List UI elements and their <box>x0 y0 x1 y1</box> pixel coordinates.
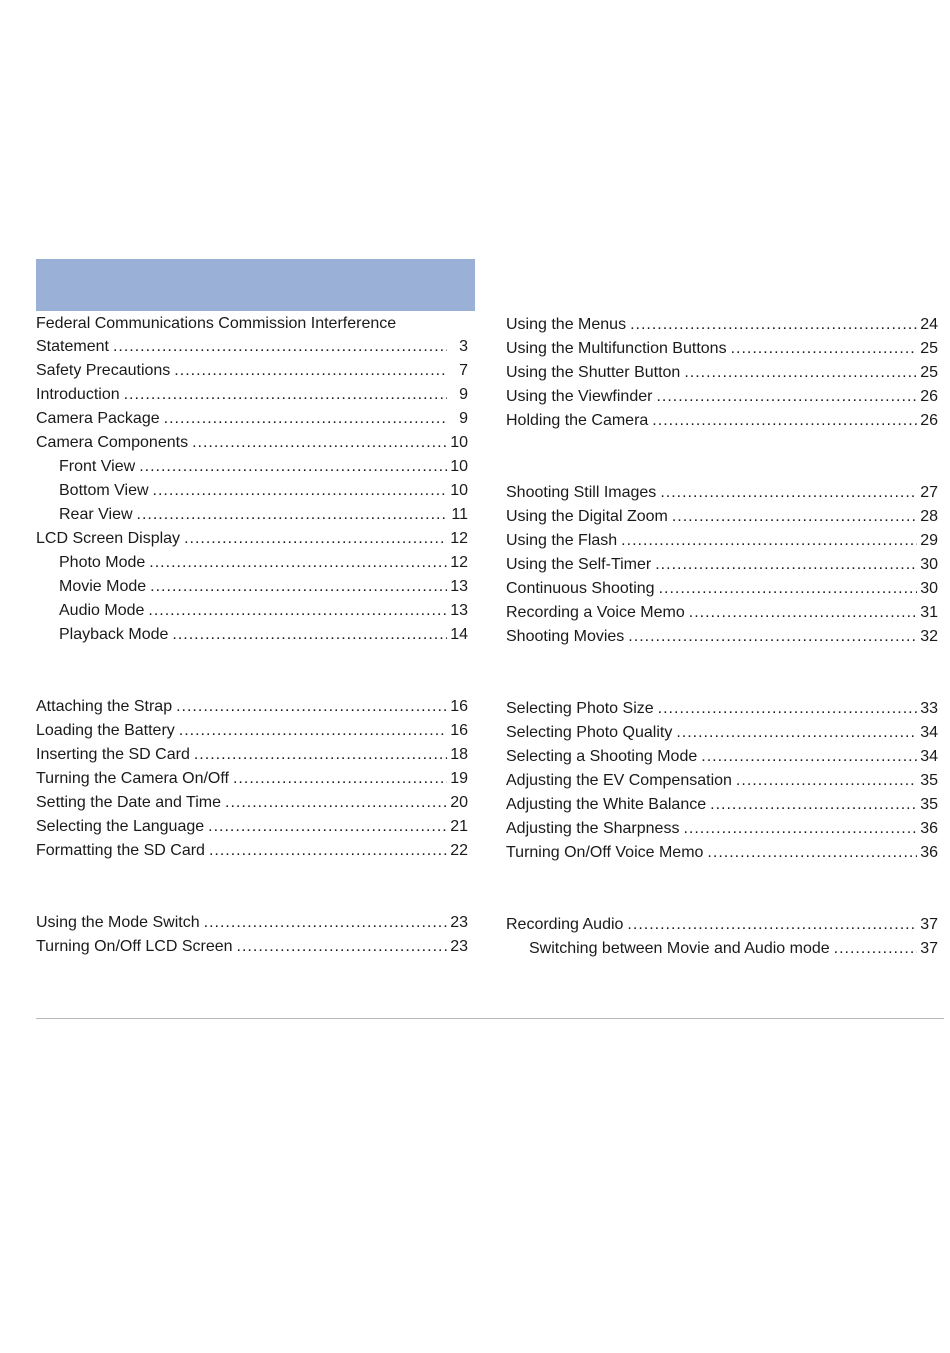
dot-leader <box>652 410 917 432</box>
toc-entry[interactable] <box>506 818 938 842</box>
toc-entry-title: Setting the Date and Time <box>36 794 221 811</box>
toc-page-number: 19 <box>450 770 468 787</box>
toc-entry-title: Continuous Shooting <box>506 580 655 597</box>
toc-subentry[interactable] <box>59 504 468 528</box>
toc-entry[interactable] <box>36 313 468 337</box>
toc-page-number: 3 <box>459 338 468 355</box>
dot-leader <box>731 338 917 360</box>
toc-page-number: 37 <box>920 940 938 957</box>
toc-page-number: 23 <box>450 914 468 931</box>
toc-entry-title: Movie Mode <box>59 578 147 595</box>
footer-divider <box>36 1018 944 1019</box>
toc-entry[interactable] <box>506 914 938 938</box>
toc-page-number: 24 <box>920 316 938 333</box>
toc-page-number: 9 <box>459 410 468 427</box>
toc-entry[interactable] <box>36 840 468 864</box>
toc-entry-title: Front View <box>59 458 136 475</box>
toc-entry-title: Selecting Photo Quality <box>506 724 673 741</box>
toc-entry[interactable] <box>36 360 468 384</box>
toc-entry[interactable] <box>506 578 938 602</box>
toc-page-number: 30 <box>920 580 938 597</box>
dot-leader <box>233 768 447 790</box>
toc-entry[interactable] <box>506 626 938 650</box>
toc-subentry[interactable] <box>59 600 468 624</box>
toc-page-number: 11 <box>451 506 468 523</box>
toc-entry-title: Attaching the Strap <box>36 698 173 715</box>
dot-leader <box>656 386 917 408</box>
toc-entry[interactable] <box>506 746 938 770</box>
toc-subentry[interactable] <box>59 552 468 576</box>
toc-entry-title: Turning On/Off LCD Screen <box>36 938 233 955</box>
toc-entry[interactable] <box>36 432 468 456</box>
toc-page-number: 35 <box>920 772 938 789</box>
toc-page-number: 34 <box>920 748 938 765</box>
section-header-band <box>36 259 475 311</box>
toc-page-number: 20 <box>450 794 468 811</box>
dot-leader <box>655 554 917 576</box>
toc-entry[interactable] <box>36 936 468 960</box>
toc-page-number: 7 <box>459 362 468 379</box>
toc-entry-title: Camera Package <box>36 410 160 427</box>
toc-subentry[interactable] <box>59 576 468 600</box>
toc-entry[interactable] <box>506 722 938 746</box>
toc-entry-title: Federal Communications Commission Interference <box>36 315 397 332</box>
toc-page-number: 32 <box>920 628 938 645</box>
toc-page-number: 22 <box>450 842 468 859</box>
toc-entry[interactable] <box>36 408 468 432</box>
dot-leader <box>164 408 447 430</box>
toc-entry-title: Adjusting the White Balance <box>506 796 707 813</box>
dot-leader <box>707 842 917 864</box>
dot-leader <box>710 794 917 816</box>
dot-leader <box>834 938 917 960</box>
dot-leader <box>225 792 447 814</box>
toc-entry[interactable] <box>506 602 938 626</box>
toc-entry[interactable] <box>36 912 468 936</box>
toc-entry[interactable] <box>506 410 938 434</box>
toc-entry-title: Audio Mode <box>59 602 145 619</box>
toc-entry[interactable] <box>36 336 468 360</box>
toc-entry-title: Turning the Camera On/Off <box>36 770 229 787</box>
toc-page-number: 21 <box>450 818 468 835</box>
toc-page-number: 12 <box>450 554 468 571</box>
toc-entry-title: Recording a Voice Memo <box>506 604 685 621</box>
dot-leader <box>689 602 917 624</box>
toc-entry[interactable] <box>36 696 468 720</box>
toc-page-number: 34 <box>920 724 938 741</box>
toc-entry-title: Formatting the SD Card <box>36 842 205 859</box>
dot-leader <box>124 384 447 406</box>
toc-page-number: 16 <box>450 722 468 739</box>
toc-page-number: 25 <box>920 340 938 357</box>
dot-leader <box>149 552 447 574</box>
dot-leader <box>153 480 447 502</box>
dot-leader <box>194 744 447 766</box>
toc-entry-title: Recording Audio <box>506 916 624 933</box>
toc-entry-title: Loading the Battery <box>36 722 175 739</box>
toc-entry-title: Bottom View <box>59 482 149 499</box>
toc-page-number: 36 <box>920 820 938 837</box>
toc-entry[interactable] <box>36 768 468 792</box>
toc-entry-title: Selecting Photo Size <box>506 700 654 717</box>
toc-entry-title: Rear View <box>59 506 133 523</box>
toc-entry[interactable] <box>36 816 468 840</box>
toc-page-number: 30 <box>920 556 938 573</box>
toc-entry[interactable] <box>506 314 938 338</box>
toc-entry[interactable] <box>506 554 938 578</box>
toc-page-number: 27 <box>920 484 938 501</box>
dot-leader <box>627 914 917 936</box>
toc-entry-title: Statement <box>36 338 109 355</box>
toc-entry[interactable] <box>36 384 468 408</box>
toc-entry-title: Using the Mode Switch <box>36 914 200 931</box>
toc-page-number: 31 <box>920 604 938 621</box>
toc-entry-title: Safety Precautions <box>36 362 171 379</box>
toc-entry[interactable] <box>506 770 938 794</box>
toc-subentry[interactable] <box>59 624 468 648</box>
toc-entry-title: Using the Flash <box>506 532 618 549</box>
toc-entry[interactable] <box>36 528 468 552</box>
toc-entry-title: LCD Screen Display <box>36 530 181 547</box>
dot-leader <box>148 600 447 622</box>
toc-entry-title: Adjusting the Sharpness <box>506 820 680 837</box>
toc-page-number: 35 <box>920 796 938 813</box>
dot-leader <box>237 936 447 958</box>
toc-page-number: 36 <box>920 844 938 861</box>
toc-entry-title: Holding the Camera <box>506 412 649 429</box>
dot-leader <box>139 456 447 478</box>
toc-page-number: 33 <box>920 700 938 717</box>
toc-page-number: 26 <box>920 412 938 429</box>
toc-entry-title: Adjusting the EV Compensation <box>506 772 732 789</box>
toc-entry[interactable] <box>36 792 468 816</box>
toc-page-number: 37 <box>920 916 938 933</box>
toc-entry-title: Introduction <box>36 386 120 403</box>
toc-page-number: 29 <box>920 532 938 549</box>
toc-entry-title: Using the Multifunction Buttons <box>506 340 727 357</box>
toc-entry-title: Using the Self-Timer <box>506 556 652 573</box>
toc-page-number: 10 <box>450 458 468 475</box>
toc-page-number: 13 <box>450 602 468 619</box>
toc-entry-title: Turning On/Off Voice Memo <box>506 844 704 861</box>
toc-entry-title: Photo Mode <box>59 554 146 571</box>
toc-subentry[interactable] <box>59 456 468 480</box>
toc-entry[interactable] <box>36 744 468 768</box>
toc-entry-title: Playback Mode <box>59 626 169 643</box>
toc-page-number: 16 <box>450 698 468 715</box>
toc-page-number: 12 <box>450 530 468 547</box>
dot-leader <box>672 506 917 528</box>
dot-leader <box>137 504 447 526</box>
toc-entry-title: Camera Components <box>36 434 189 451</box>
dot-leader <box>660 482 917 504</box>
dot-leader <box>209 840 447 862</box>
dot-leader <box>736 770 917 792</box>
toc-page-number: 10 <box>450 482 468 499</box>
dot-leader <box>684 362 917 384</box>
dot-leader <box>192 432 447 454</box>
toc-entry[interactable] <box>506 530 938 554</box>
toc-entry[interactable] <box>506 842 938 866</box>
dot-leader <box>621 530 917 552</box>
toc-entry-title: Using the Viewfinder <box>506 388 653 405</box>
dot-leader <box>184 528 447 550</box>
dot-leader <box>630 314 917 336</box>
dot-leader <box>176 696 447 718</box>
toc-entry[interactable] <box>36 720 468 744</box>
toc-entry[interactable] <box>506 698 938 722</box>
dot-leader <box>628 626 917 648</box>
toc-entry[interactable] <box>506 386 938 410</box>
toc-entry[interactable] <box>506 506 938 530</box>
toc-page-number: 14 <box>450 626 468 643</box>
toc-page-number: 10 <box>450 434 468 451</box>
toc-page-number: 18 <box>450 746 468 763</box>
dot-leader <box>172 624 447 646</box>
toc-entry-title: Switching between Movie and Audio mode <box>529 940 830 957</box>
toc-entry[interactable] <box>506 362 938 386</box>
toc-page-number: 9 <box>459 386 468 403</box>
toc-entry-title: Using the Menus <box>506 316 627 333</box>
toc-page-number: 13 <box>450 578 468 595</box>
toc-page-number: 23 <box>450 938 468 955</box>
toc-subentry[interactable] <box>529 938 938 962</box>
dot-leader <box>150 576 447 598</box>
dot-leader <box>113 336 447 358</box>
toc-entry-title: Inserting the SD Card <box>36 746 190 763</box>
toc-page-number: 28 <box>920 508 938 525</box>
dot-leader <box>208 816 447 838</box>
toc-page-number: 26 <box>920 388 938 405</box>
toc-entry[interactable] <box>506 338 938 362</box>
dot-leader <box>676 722 917 744</box>
dot-leader <box>179 720 447 742</box>
dot-leader <box>204 912 447 934</box>
toc-entry-title: Using the Shutter Button <box>506 364 681 381</box>
toc-entry-title: Shooting Still Images <box>506 484 657 501</box>
dot-leader <box>701 746 917 768</box>
toc-entry[interactable] <box>506 482 938 506</box>
dot-leader <box>658 698 917 720</box>
toc-subentry[interactable] <box>59 480 468 504</box>
dot-leader <box>659 578 917 600</box>
dot-leader <box>683 818 917 840</box>
toc-entry[interactable] <box>506 794 938 818</box>
toc-entry-title: Selecting a Shooting Mode <box>506 748 698 765</box>
dot-leader <box>174 360 447 382</box>
toc-entry-title: Using the Digital Zoom <box>506 508 668 525</box>
toc-entry-title: Shooting Movies <box>506 628 625 645</box>
toc-entry-title: Selecting the Language <box>36 818 205 835</box>
toc-page-number: 25 <box>920 364 938 381</box>
